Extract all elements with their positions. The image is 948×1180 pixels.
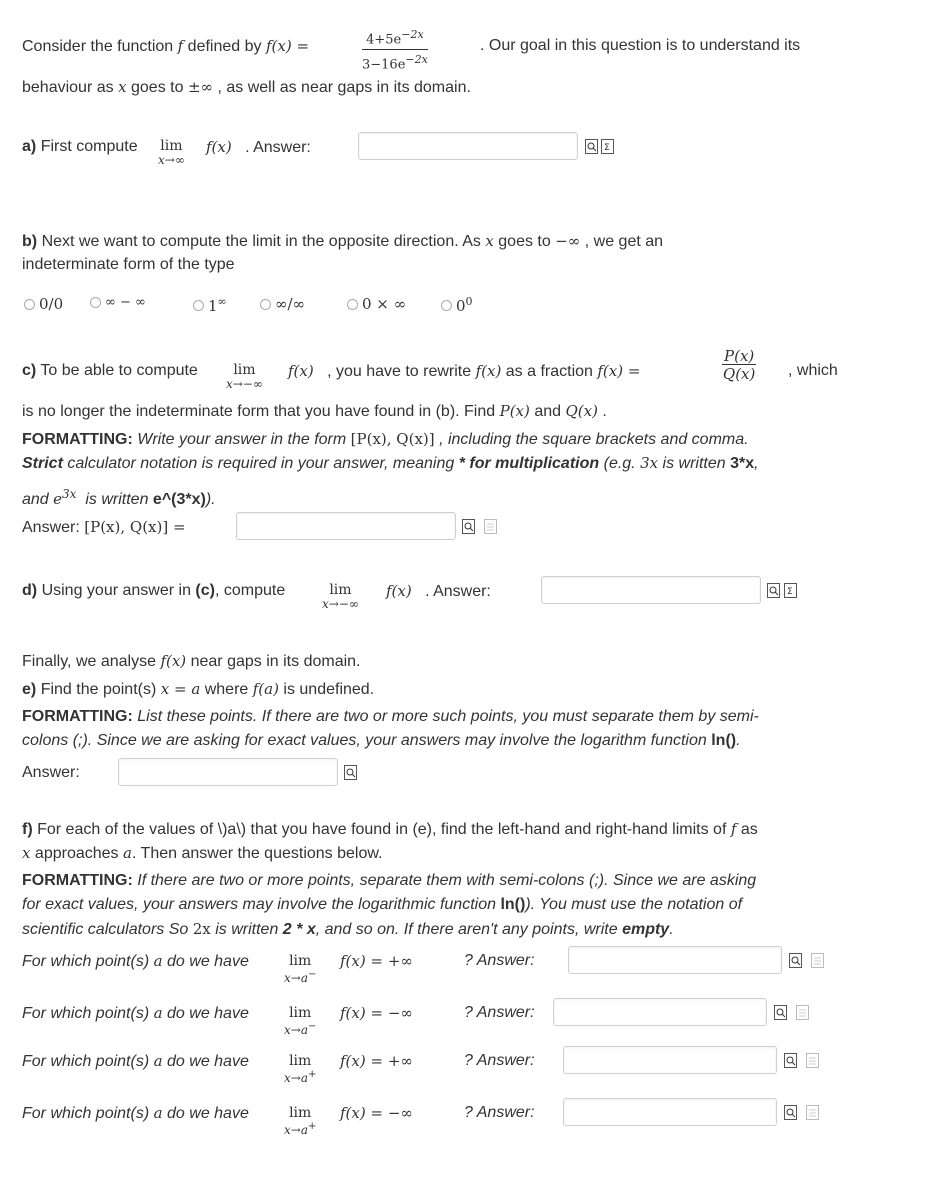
math-example: 2x [192,920,211,938]
part-d-answer-input[interactable] [541,576,761,604]
formatting-text: ). You must use the notation of [525,896,743,913]
question-1-answer-input[interactable] [568,946,782,974]
intro-line-2 [22,77,471,98]
math-fx: f(x) [288,362,314,380]
preview-icon[interactable] [585,139,598,154]
part-c-fraction [722,348,756,383]
part-a-label: a) [22,138,37,155]
question-4-answer-input[interactable] [563,1098,777,1126]
part-e-formatting-2 [22,731,741,751]
part-a-limit [158,138,185,166]
math-x: x [118,78,127,96]
part-e-intro [22,651,360,672]
radio-button[interactable] [90,297,101,308]
strict-label: Strict [22,455,63,472]
radio-button[interactable] [260,299,271,310]
part-f-text: . Then answer the questions below. [131,845,383,862]
option-label [208,295,227,315]
part-d-limit [322,582,359,610]
part-c-line-1-end: , which [788,362,838,379]
formatting-text: . [669,921,674,938]
question-text: For which point(s) [22,1105,150,1122]
part-c-text: as a fraction [505,363,593,380]
svg-text:Σ: Σ [604,143,610,153]
math-expr: f(x) = −∞ [340,1004,413,1022]
formatting-text: is written [215,921,279,938]
math-fx: f(x) = [597,362,641,380]
lim-subscript: x→a [284,1071,308,1085]
option-base: 1 [208,297,218,315]
part-f-text: as [740,821,758,838]
question-4-limit [284,1105,316,1136]
part-f-text: For each of the values of \)a\) that you have found in (e), find the left-hand and right-hand limits of [37,821,727,838]
math-minus-inf: −∞ [555,232,581,250]
formatting-text: ). [205,491,216,508]
part-c-label: c) [22,362,37,379]
radio-button[interactable] [24,299,35,310]
math-form: [P(x), Q(x)] [350,430,435,448]
answer-label: . Answer: [425,583,491,600]
help-doc-icon[interactable] [484,519,497,534]
part-e-text: is undefined. [283,681,375,698]
intro-line-1 [22,36,309,57]
option-label [456,295,473,315]
lim-label: lim [160,138,183,154]
denominator-exponent: −2x [405,53,428,67]
formatting-text: List these points. If there are two or more such points, you must separate them by semi- [137,708,759,725]
formatting-text: for exact values, your answers may involve the logarithmic function [22,896,496,913]
preview-icon[interactable] [784,1105,797,1120]
question-3-answer-label: ? Answer: [464,1052,535,1069]
formatting-label: FORMATTING: [22,872,133,889]
question-text: do we have [167,1053,249,1070]
question-2-limit [284,1005,316,1036]
formatting-text: colons (;). Since we are asking for exact values, your answers may involve the logarithm function [22,732,707,749]
math-a: a [153,1052,163,1070]
intro-text: behaviour as [22,79,114,96]
math-a: a [123,844,132,862]
question-text: For which point(s) [22,1053,150,1070]
part-c-formatting-1 [22,429,749,450]
intro-fraction [362,26,428,76]
question-3-answer-input[interactable] [563,1046,777,1074]
question-text: do we have [167,953,249,970]
formatting-text: is written [662,455,726,472]
svg-text:Σ: Σ [787,587,793,597]
part-a-text: First compute [40,138,138,155]
part-f-line-1 [22,819,758,840]
part-c-formatting-2 [22,453,759,474]
part-b-line-2: indeterminate form of the type [22,256,235,273]
question-4-answer-label: ? Answer: [464,1104,535,1121]
part-f-line-2 [22,843,382,864]
lim-subscript: x→a [284,1023,308,1037]
part-d-text: , compute [214,582,286,599]
part-e-text: near gaps in its domain. [190,653,361,670]
part-f-text: approaches [34,845,119,862]
option-label: ∞ − ∞ [105,295,146,310]
math-fx: f(x) = [265,37,310,55]
formatting-label: FORMATTING: [22,431,133,448]
lim-subscript: x→∞ [158,153,185,167]
formatting-text: and [22,491,49,508]
help-doc-icon[interactable] [796,1005,809,1020]
part-d-after [386,581,491,602]
part-e-label: e) [22,681,37,698]
lim-label: lim [289,1053,312,1069]
formatting-text: If there are two or more points, separate them with semi-colons (;). Since we are asking [137,872,757,889]
question-4-expr [340,1103,413,1124]
answer-label: Answer: [22,519,80,536]
question-2-answer-input[interactable] [553,998,767,1026]
math-expr: f(x) = +∞ [340,952,413,970]
question-text: do we have [167,1005,249,1022]
radio-button[interactable] [441,300,452,311]
math-a: a [153,952,163,970]
math-expr: f(x) = +∞ [340,1052,413,1070]
math-x: x [485,232,494,250]
lim-side: − [307,1021,317,1032]
math-fx: f(x) [386,582,412,600]
math-fx: f(x) [160,652,187,670]
example-written: 2 * x [282,921,316,938]
option-exponent: 0 [465,295,473,308]
lim-subscript: x→a [284,971,308,985]
lim-label: lim [329,582,352,598]
question-3-expr [340,1051,413,1072]
fraction-denominator: Q(x) [722,365,756,383]
part-c-formatting-3 [22,484,216,510]
formatting-text: . [736,732,741,749]
formatting-text: calculator notation is required in your answer, meaning [67,455,455,472]
preview-icon[interactable] [789,953,802,968]
fraction-numerator: P(x) [724,347,755,365]
formatting-text: , including the square brackets and comma. [439,431,749,448]
lim-subscript: x→a [284,1123,308,1137]
part-e-answer-line: Answer: [22,764,80,781]
intro-text: , as well as near gaps in its domain. [217,79,471,96]
option-base: 0 [456,297,466,315]
empty-keyword: empty [622,921,670,938]
lim-side: + [307,1069,317,1080]
part-d-label: d) [22,582,38,599]
math-pm-inf: ±∞ [187,78,214,96]
math-px: P(x) [499,402,530,420]
question-2-answer-label: ? Answer: [464,1004,535,1021]
preview-icon[interactable] [462,519,475,534]
example-written: 3*x [730,455,755,472]
math-f: f [177,37,184,55]
part-f-formatting-2 [22,895,742,915]
part-c-line-1 [22,361,198,381]
part-c-text: and [534,403,562,420]
question-1-expr [340,951,413,972]
math-fa: f(a) [252,680,279,698]
lim-label: lim [233,362,256,378]
part-a-answer-input[interactable] [358,132,578,160]
math-fx: f(x) [206,138,232,156]
example-written: e^(3*x) [152,491,206,508]
math-expr: f(x) = −∞ [340,1104,413,1122]
option-label: 0/0 [39,295,64,313]
question-3-text [22,1051,249,1072]
lim-label: lim [289,953,312,969]
part-c-line-1b [288,361,640,382]
part-e-text: where [204,681,249,698]
help-doc-icon[interactable] [806,1105,819,1120]
formatting-label: FORMATTING: [22,708,133,725]
intro-line-1-end: . Our goal in this question is to understand its [480,37,801,54]
question-1-text [22,951,249,972]
option-1-pow-inf[interactable] [193,295,227,315]
math-exponent: 3x [62,487,77,501]
question-4-text [22,1103,249,1124]
lim-side: − [307,969,317,980]
option-0-pow-0[interactable] [441,295,473,315]
lim-label: lim [289,1005,312,1021]
formatting-text: , [754,455,759,472]
part-c-line-2 [22,401,607,422]
part-e-text: Finally, we analyse [22,653,156,670]
question-2-expr [340,1003,413,1024]
intro-text: goes to [131,79,184,96]
answer-math: [P(x), Q(x)] = [84,518,186,536]
radio-button[interactable] [347,299,358,310]
part-e-answer-input[interactable] [118,758,338,786]
equation-editor-icon[interactable] [601,139,614,154]
question-1-limit [284,953,316,984]
part-e-text: Find the point(s) [40,681,157,698]
option-inf-minus-inf[interactable] [90,295,146,310]
math-qx: Q(x) [565,402,598,420]
question-text: For which point(s) [22,1005,150,1022]
fraction-numerator: 4+5e [366,32,402,48]
math-a: a [153,1104,163,1122]
preview-icon[interactable] [767,583,780,598]
radio-button[interactable] [193,300,204,311]
option-0-over-0[interactable] [24,295,63,313]
part-c-limit [226,362,263,390]
formatting-text: (e.g. [603,455,636,472]
lim-subscript: x→−∞ [226,377,263,391]
part-c-answer-input[interactable] [236,512,456,540]
part-b-text: , we get an [584,233,664,250]
question-3-limit [284,1053,316,1084]
option-0-times-inf[interactable] [347,295,406,313]
help-doc-icon[interactable] [811,953,824,968]
intro-text: Consider the function [22,38,174,55]
part-e-formatting-1 [22,707,759,727]
math-a: a [153,1004,163,1022]
fraction-denominator: 3−16e [362,57,406,73]
part-f-formatting-1 [22,871,756,891]
help-doc-icon[interactable] [806,1053,819,1068]
lim-side: + [307,1121,317,1132]
part-f-formatting-3 [22,919,674,940]
formatting-text: is written [85,491,149,508]
part-c-answer-line [22,517,186,538]
answer-label: . Answer: [245,139,311,156]
part-d-text: Using your answer in [41,582,191,599]
formatting-text: , and so on. If there aren't any points, write [315,921,618,938]
option-exponent: ∞ [217,295,227,308]
part-c-text: is no longer the indeterminate form that you have found in (b). Find [22,403,496,420]
part-d-line [22,581,285,601]
numerator-exponent: −2x [401,28,424,41]
part-ref: (c) [195,582,215,599]
part-b-text: goes to [498,233,551,250]
formatting-text: Write your answer in the form [137,431,347,448]
mult-note: * for multiplication [458,455,600,472]
question-text: do we have [167,1105,249,1122]
math-example: e [53,490,63,508]
question-text: For which point(s) [22,953,150,970]
question-2-text [22,1003,249,1024]
option-label: 0 × ∞ [362,295,407,313]
part-a-line [22,137,138,157]
part-b-text: Next we want to compute the limit in the opposite direction. As [41,233,481,250]
math-fx: f(x) [475,362,502,380]
math-x: x [22,844,31,862]
formatting-text: scientific calculators So [22,921,189,938]
part-c-text: To be able to compute [40,362,198,379]
lim-subscript: x→−∞ [322,597,359,611]
math-xa: x = a [160,680,201,698]
part-a-after [206,137,311,158]
preview-icon[interactable] [784,1053,797,1068]
equation-editor-icon[interactable] [784,583,797,598]
lim-label: lim [289,1105,312,1121]
math-example: 3x [640,454,659,472]
question-1-answer-label: ? Answer: [464,952,535,969]
part-e-line-1 [22,679,374,700]
intro-text: defined by [187,38,262,55]
part-c-text: . [602,403,607,420]
option-label: ∞/∞ [275,295,306,313]
part-f-label: f) [22,821,33,838]
math-f: f [730,820,737,838]
option-inf-over-inf[interactable] [260,295,305,313]
part-c-text: , you have to rewrite [327,363,472,380]
part-b-line-1 [22,231,663,252]
ln-function: ln() [500,896,526,913]
part-b-label: b) [22,233,38,250]
preview-icon[interactable] [344,765,357,780]
ln-function: ln() [711,732,737,749]
preview-icon[interactable] [774,1005,787,1020]
